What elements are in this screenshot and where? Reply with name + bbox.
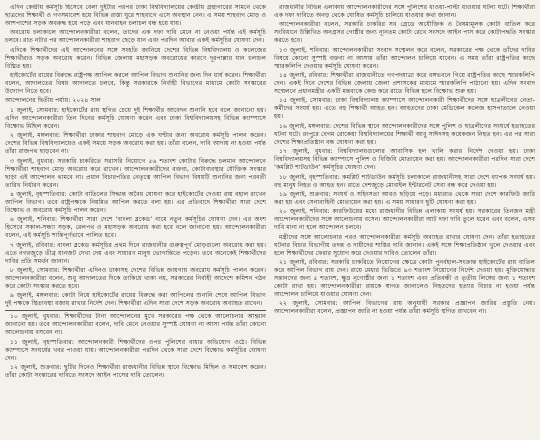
article-paragraph: ১২ জুলাই, শুক্রবার: ছুটির দিনেও শিক্ষার্থীরা রাজধানীর বিভিন্ন স্থানে বিক্ষোভ মিছিল ও সমাবেশ করেন। তাঁরা কোটা সংস্কারের দাবিতে সংসদে আইন পাসের দাবি তোলেন।	[5, 364, 266, 379]
article-paragraph: ৯ জুলাই, মঙ্গলবার: কোটা নিয়ে হাইকোর্টের রায়ের বিরুদ্ধে করা আপিলের শুনানি শেষে আপিল বিভাগ দুই পক্ষকে স্থিতাবস্থা বজায় রাখার নির্দেশ দেন। শিক্ষার্থীরা এদিন সারা দেশে সড়ক অবরোধ অব্যাহত রাখেন।	[5, 292, 266, 308]
divider	[5, 310, 266, 311]
article-paragraph: ১১ জুলাই, বৃহস্পতিবার: আন্দোলনকারী শিক্ষার্থীদের ওপর পুলিশের বাধার অভিযোগ ওঠে। বিভিন্ন ক্যাম্পাসে সংঘর্ষের খবর পাওয়া যায়। আন্দোলনকারীরা পরদিন থেকে সারা দেশে বিক্ষোভ কর্মসূচির ঘোষণা দেন।	[5, 338, 266, 362]
article-paragraph: ২২ জুলাই, সোমবার: আপিল বিভাগের রায় অনুযায়ী সরকার প্রজ্ঞাপন জারির প্রস্তুতি নেয়। আন্দোলনকারীরা বলেন, প্রজ্ঞাপন জারি না হওয়া পর্যন্ত তাঁরা কর্মসূচি স্থগিত রাখবেন না।	[274, 300, 535, 316]
article-paragraph: ১ জুলাই, সোমবার: হাইকোর্টের রায় স্থগিত চেয়ে দুই শিক্ষার্থীর আবেদন শুনানি হবে বলে জানানো হয়। এদিন আন্দোলনকারীরা তিন দিনের কর্মসূচি ঘোষণা করেন এবং ঢাকা বিশ্ববিদ্যালয়সহ বিভিন্ন ক্যাম্পাসে বিক্ষোভ মিছিল করেন।	[5, 106, 266, 130]
article-paragraph: ৩ জুলাই, বুধবার: সরকারি চাকরিতে সরাসরি নিয়োগে ৫৬ শতাংশ কোটার বিরুদ্ধে চলমান আন্দোলনে শিক্ষার্থীরা শাহবাগ মোড় অবরোধ করে রাখেন। আন্দোলনকারীদের বক্তব্য, কোটাব্যবস্থার যৌক্তিক সংস্কার ছাড়া এই আন্দোলন থামবে না। প্রধান বিচারপতির নেতৃত্বে আপিল বিভাগ বিষয়টি শুনানির জন্য পরবর্তী তারিখ নির্ধারণ করেন।	[5, 157, 266, 189]
article-paragraph: ৬ জুলাই, শনিবার: শিক্ষার্থীরা সারা দেশে ‘বাংলা ব্লকেড’ নামে নতুন কর্মসূচির ঘোষণা দেন। এর অংশ হিসেবে সকাল-সন্ধ্যা সড়ক, রেলপথ ও মহাসড়ক অবরোধ করা হবে বলে জানানো হয়। আন্দোলনকারীরা বলেন, এই কর্মসূচি শান্তিপূর্ণভাবে পালিত হবে।	[5, 216, 266, 240]
article-paragraph: ৮ জুলাই, সোমবার: শিক্ষার্থীরা এদিনও ঢাকাসহ দেশের বিভিন্ন জায়গায় অবরোধ কর্মসূচি পালন করেন। আন্দোলনকারীরা বলেন, শুধু আদালতের দিকে তাকিয়ে থাকা নয়, সরকারের নির্বাহী আদেশে কমিশন গঠন করে কোটা সংস্কার করতে হবে।	[5, 267, 266, 290]
article-paragraph: ১৫ জুলাই, সোমবার: ঢাকা বিশ্ববিদ্যালয় ক্যাম্পাসে আন্দোলনকারী শিক্ষার্থীদের সঙ্গে ছাত্রলীগের নেতা-কর্মীদের সংঘর্ষ হয়। এতে বহু শিক্ষার্থী আহত হন। আহতদের ঢাকা মেডিকেল কলেজ হাসপাতালে নেওয়া হয়।	[274, 97, 535, 121]
article-paragraph: ১৮ জুলাই, বৃহস্পতিবার: কমপ্লিট শাটডাউন কর্মসূচি চলাকালে রাজধানীসহ সারা দেশে ব্যাপক সংঘর্ষ হয়। বহু মানুষ নিহত ও আহত হন। রাতে দেশজুড়ে মোবাইল ইন্টারনেট সেবা বন্ধ করে দেওয়া হয়।	[274, 173, 535, 189]
article-paragraph: ২ জুলাই, মঙ্গলবার: শিক্ষার্থীরা ঢাকার শাহবাগ মোড়ে এক ঘণ্টার জন্য অবরোধ কর্মসূচি পালন করেন। দেশের বিভিন্ন বিশ্ববিদ্যালয়েও একই সময়ে সড়ক অবরোধ করা হয়। তাঁরা বলেন, দাবি আদায় না হওয়া পর্যন্ত তাঁরা রাজপথ ছাড়বেন না।	[5, 132, 266, 156]
article-paragraph: হাইকোর্টের রায়ের বিরুদ্ধে রাষ্ট্রপক্ষ আপিল করলে আপিল বিভাগ শুনানির জন্য দিন ধার্য করেন। শিক্ষার্থীরা বলেন, আদালতের বিষয় আদালতে চলবে, কিন্তু সরকারকে নির্বাহী বিভাগের মাধ্যমে কোটা সংস্কারের উদ্যোগ নিতে হবে।	[5, 72, 266, 96]
article-paragraph: ১৩ জুলাই, শনিবার: আন্দোলনকারীরা সংবাদ সম্মেলন করে বলেন, সরকারের পক্ষ থেকে তাঁদের দাবির বিষয়ে কোনো সুস্পষ্ট বক্তব্য না আসায় তাঁরা আন্দোলন চালিয়ে যাবেন। এ সময় তাঁরা রাষ্ট্রপতির কাছে স্মারকলিপি দেওয়ার কর্মসূচি ঘোষণা করেন।	[274, 46, 535, 70]
article-paragraph: ১৬ জুলাই, মঙ্গলবার: দেশের বিভিন্ন স্থানে আন্দোলনকারীদের সঙ্গে পুলিশ ও ছাত্রলীগের সংঘর্ষে হতাহতের ঘটনা ঘটে। রংপুরে বেগম রোকেয়া বিশ্ববিদ্যালয়ের শিক্ষার্থী আবু সাঈদসহ কয়েকজন নিহত হন। এর পর সারা দেশের শিক্ষাপ্রতিষ্ঠান বন্ধ ঘোষণা করা হয়।	[274, 122, 535, 146]
section-heading: আন্দোলনের দ্বিতীয় পর্যায়: ২০২৪ সাল	[5, 97, 101, 105]
article-paragraph: ২০ জুলাই, শনিবার: কারফিউয়ের মধ্যে রাজধানীর বিভিন্ন এলাকায় সংঘর্ষ হয়। সরকারের তিনজন মন্ত্রী আন্দোলনকারীদের সঙ্গে আলোচনায় বসেন। আন্দোলনকারীরা আট দফা দাবি তুলে ধরেন এবং বলেন, এসব দাবি মানা না হলে আন্দোলন চলবে।	[274, 208, 535, 232]
article-paragraph: ১৯ জুলাই, শুক্রবার: সংঘর্ষ ও সহিংসতা আরও ছড়িয়ে পড়ে। মধ্যরাত থেকে সারা দেশে কারফিউ জারি করা হয় এবং সেনাবাহিনী মোতায়েন করা হয়। এ সময় সাধারণ ছুটি ঘোষণা করা হয়।	[274, 190, 535, 206]
article-paragraph: ২১ জুলাই, রবিবার: সরকারি চাকরিতে নিয়োগের ক্ষেত্রে কোটা পুনর্বহাল-সংক্রান্ত হাইকোর্টের রায় বাতিল করে আপিল বিভাগ রায় দেন। রায়ে মেধার ভিত্তিতে ৯৩ শতাংশ নিয়োগের নির্দেশ দেওয়া হয়। মুক্তিযোদ্ধার সন্তানদের জন্য ৫ শতাংশ, ক্ষুদ্র নৃগোষ্ঠীর জন্য ১ শতাংশ এবং প্রতিবন্ধী ও তৃতীয় লিঙ্গের জন্য ১ শতাংশ কোটা রাখা হয়। আন্দোলনকারীরা রায়কে স্বাগত জানালেও নিহতদের হত্যার বিচার না হওয়া পর্যন্ত আন্দোলন চালিয়ে যাওয়ার ঘোষণা দেন।	[274, 259, 535, 298]
article-paragraph: এদিকে শিক্ষার্থীদের এই আন্দোলনের সঙ্গে সংহতি জানিয়ে দেশের বিভিন্ন বিশ্ববিদ্যালয় ও কলেজের শিক্ষার্থীরাও সড়ক অবরোধ করেন। বিভিন্ন জেলায় মহাসড়ক অবরোধের কারণে দূরপাল্লার যান চলাচল বিঘ্নিত হয়।	[5, 46, 266, 70]
article-paragraph: ১৪ জুলাই, রবিবার: শিক্ষার্থীরা রাজধানীতে গণপদযাত্রা করে বঙ্গভবনে গিয়ে রাষ্ট্রপতির কাছে স্মারকলিপি দেন। একই দিনে দেশের বিভিন্ন জেলায় জেলা প্রশাসকের মাধ্যমে স্মারকলিপি পাঠানো হয়। এদিন সংবাদ সম্মেলনে প্রধানমন্ত্রীর একটি মন্তব্যকে কেন্দ্র করে রাতে বিভিন্ন হলে বিক্ষোভ শুরু হয়।	[274, 72, 535, 96]
right-column	[274, 4, 535, 438]
article-paragraph: অবরোধ চলাকালে আন্দোলনকারীরা বলেন, তাদের এক দফা দাবি মেনে না নেওয়া পর্যন্ত এই কর্মসূচি চলবে। রাত নটার পর আন্দোলনকারীরা শাহবাগ ছেড়ে যান এবং পরদিন আবার একই কর্মসূচির ঘোষণা দেন।	[5, 29, 266, 45]
article-paragraph: ১০ জুলাই, বুধবার: শিক্ষার্থীদের টানা আন্দোলনের মুখে সরকারের পক্ষ থেকে আলোচনার আহ্বান জানানো হয়। তবে আন্দোলনকারীরা বলেন, দাবি মেনে নেওয়ার সুস্পষ্ট ঘোষণা না আসা পর্যন্ত তাঁরা কোনো আলোচনায় বসবেন না।	[5, 313, 266, 337]
article-paragraph: ৪ জুলাই, বৃহস্পতিবার: কোটা বাতিলের সিদ্ধান্ত অবৈধ ঘোষণা করে হাইকোর্টের দেওয়া রায় বহাল রাখেন আপিল বিভাগ। তবে রাষ্ট্রপক্ষকে নিয়মিত আপিল করতে বলা হয়। এর প্রতিবাদে শিক্ষার্থীরা সারা দেশে বিক্ষোভ ও অবরোধ কর্মসূচি পালন করেন।	[5, 190, 266, 214]
article-paragraph: এদিন কেন্দ্রীয় কর্মসূচি হিসেবে বেলা দুইটার পরপর ঢাকা বিশ্ববিদ্যালয়ের কেন্দ্রীয় গ্রন্থাগারের সামনে থেকে ছাত্রদের শিক্ষার্থী ও গণসমাবেশ হয়ে বিভিন্ন রাস্তা ঘুরে শাহবাগে এসে অবস্থান নেন। এ সময় শাহবাগ মোড় ও আশপাশের সড়ক অবরুদ্ধ হয়ে পড়ে এবং যানবাহন চলাচল বন্ধ হয়ে যায়।	[5, 4, 266, 27]
article-paragraph: ৭ জুলাই, রবিবার: বাংলা ব্লকেড কর্মসূচির প্রথম দিনে রাজধানীর গুরুত্বপূর্ণ মোড়গুলো অবরোধ করা হয়। এতে নগরজুড়ে তীব্র যানজট দেখা দেয় এবং সাধারণ মানুষ ভোগান্তিতে পড়েন। তবে অনেকেই শিক্ষার্থীদের দাবির প্রতি সমর্থন জানান।	[5, 241, 266, 265]
article-paragraph: রাজধানীর বিভিন্ন এলাকায় আন্দোলনকারীদের সঙ্গে পুলিশের ধাওয়া-পাল্টা ধাওয়ার ঘটনা ঘটে। শিক্ষার্থীরা এক দফা দাবিতে অনড় থেকে ঘোষিত কর্মসূচি চালিয়ে যাওয়ার কথা জানান।	[274, 4, 535, 19]
left-column	[5, 4, 266, 438]
article-paragraph: ১৭ জুলাই, বুধবার: বিশ্ববিদ্যালয়গুলোর আবাসিক হল খালি করার নির্দেশ দেওয়া হয়। ঢাকা বিশ্ববিদ্যালয়সহ বিভিন্ন ক্যাম্পাসে পুলিশ ও বিজিবি মোতায়েন করা হয়। আন্দোলনকারীরা পরদিন সারা দেশে ‘কমপ্লিট শাটডাউন’ কর্মসূচির ঘোষণা দেন।	[274, 148, 535, 172]
article-paragraph: মন্ত্রীদের সঙ্গে আলোচনার পরও আন্দোলনকারীরা কর্মসূচি অব্যাহত রাখার ঘোষণা দেন। তাঁরা হতাহতের ঘটনার বিচার বিভাগীয় তদন্ত ও দায়ীদের শাস্তির দাবি জানান। একই সঙ্গে শিক্ষাপ্রতিষ্ঠান খুলে দেওয়ার এবং হলে শিক্ষার্থীদের ফেরার সুযোগ করে দেওয়ার দাবিও তোলেন তাঁরা।	[274, 233, 535, 257]
article-paragraph: আন্দোলনকারীরা বলেন, সরকারি চাকরির সব গ্রেডে অযৌক্তিক ও বৈষম্যমূলক কোটা বাতিল করে সংবিধানে উল্লিখিত অনগ্রসর গোষ্ঠীর জন্য ন্যূনতম কোটা রেখে সংসদে আইন পাস করে কোটাপদ্ধতি সংস্কার করতে হবে।	[274, 21, 535, 45]
